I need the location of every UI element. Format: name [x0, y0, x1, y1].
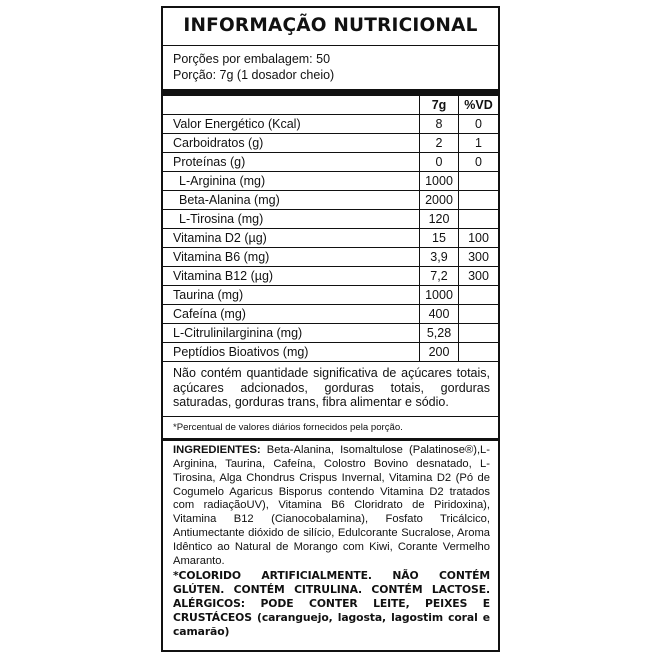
nutrient-name: Vitamina B12 (µg): [173, 269, 274, 283]
nutrient-amount: 1000: [420, 286, 459, 305]
nutrient-amount: 0: [420, 153, 459, 172]
nutrient-vd: 0: [459, 115, 499, 134]
ingredients-list: Beta-Alanina, Isomaltulose (Palatinose®),L-Arginina, Taurina, Cafeína, Colostro Bovino desnatado, L-Tirosina, Alga Chondrus Crispus Invernal, Vitamina D2 (Pó de Cogumelo Agaricus Bisporus contendo Vitamina D2 tratados com radiaçãoUV), Vitamina B6 Cloridrato de Piridoxina), Vitamina B12 (Cianocobalamina), Fosfato Tricálcico, Antiumectante dióxido de silício, Edulcorante Sucralose, Aroma Idêntico ao Natural de Morango com Kiwi, Corante Vermelho Amaranto.: [173, 443, 490, 568]
vd-footnote: *Percentual de valores diários fornecidos pela porção.: [163, 416, 498, 438]
table-row: [163, 115, 498, 134]
table-row: [163, 191, 498, 210]
nutrient-amount: 3,9: [420, 248, 459, 267]
nutrient-name: L-Tirosina (mg): [179, 212, 264, 226]
not-significant-note: Não contém quantidade significativa de açúcares totais, açúcares adcionados, gorduras totais, gorduras saturadas, gorduras trans, fibra alimentar e sódio.: [163, 361, 498, 416]
nutrient-vd: [459, 286, 499, 305]
nutrient-vd: 300: [459, 248, 499, 267]
nutrition-table: [163, 96, 498, 361]
table-row: [163, 343, 498, 362]
table-header-row: [163, 96, 498, 115]
allergen-warnings: *COLORIDO ARTIFICIALMENTE. NÃO CONTÉM GLÚTEN. CONTÉM CITRULINA. CONTÉM LACTOSE. ALÉRGICOS: PODE CONTER LEITE, PEIXES E CRUSTÁCEOS (caranguejo, lagosta, lagostim coral e camarão): [173, 568, 490, 638]
nutrient-amount: 120: [420, 210, 459, 229]
table-row: [163, 324, 498, 343]
nutrient-vd: [459, 305, 499, 324]
nutrition-label: [161, 6, 500, 652]
nutrient-amount: 8: [420, 115, 459, 134]
serving-info: [163, 46, 498, 89]
nutrient-vd: [459, 191, 499, 210]
nutrient-vd: [459, 172, 499, 191]
nutrient-name: L-Citrulinilarginina (mg): [173, 326, 303, 340]
ingredients-paragraph: [173, 444, 490, 569]
table-row: [163, 286, 498, 305]
table-row: [163, 305, 498, 324]
nutrient-name: L-Arginina (mg): [179, 174, 266, 188]
nutrient-amount: 5,28: [420, 324, 459, 343]
nutrient-name: Taurina (mg): [173, 288, 244, 302]
table-row: [163, 229, 498, 248]
ingredients-section: [163, 438, 498, 639]
serving-size: Porção: 7g (1 dosador cheio): [173, 68, 335, 82]
label-title: INFORMAÇÃO NUTRICIONAL: [163, 8, 498, 46]
nutrient-vd: 1: [459, 134, 499, 153]
servings-per-package: Porções por embalagem: 50: [173, 52, 331, 66]
nutrient-vd: [459, 343, 499, 362]
table-row: [163, 172, 498, 191]
nutrient-vd: [459, 210, 499, 229]
nutrient-amount: 7,2: [420, 267, 459, 286]
table-row: [163, 248, 498, 267]
nutrient-amount: 15: [420, 229, 459, 248]
nutrient-amount: 400: [420, 305, 459, 324]
nutrient-vd: 100: [459, 229, 499, 248]
nutrient-name: Carboidratos (g): [173, 136, 264, 150]
nutrient-name: Vitamina B6 (mg): [173, 250, 270, 264]
nutrient-amount: 2000: [420, 191, 459, 210]
table-row: [163, 153, 498, 172]
table-row: [163, 134, 498, 153]
nutrient-amount: 1000: [420, 172, 459, 191]
nutrient-name: Peptídios Bioativos (mg): [173, 345, 309, 359]
nutrient-vd: 0: [459, 153, 499, 172]
nutrient-amount: 2: [420, 134, 459, 153]
header-vd: %VD: [459, 96, 499, 115]
nutrient-name: Beta-Alanina (mg): [179, 193, 280, 207]
nutrient-vd: [459, 324, 499, 343]
nutrient-name: Valor Energético (Kcal): [173, 117, 301, 131]
ingredients-heading: INGREDIENTES:: [173, 443, 261, 456]
header-amount: 7g: [420, 96, 459, 115]
nutrient-name: Cafeína (mg): [173, 307, 246, 321]
nutrient-amount: 200: [420, 343, 459, 362]
nutrient-vd: 300: [459, 267, 499, 286]
table-row: [163, 267, 498, 286]
table-row: [163, 210, 498, 229]
thick-divider: [163, 89, 498, 96]
nutrient-name: Proteínas (g): [173, 155, 246, 169]
header-blank: [163, 96, 420, 115]
nutrient-name: Vitamina D2 (µg): [173, 231, 267, 245]
